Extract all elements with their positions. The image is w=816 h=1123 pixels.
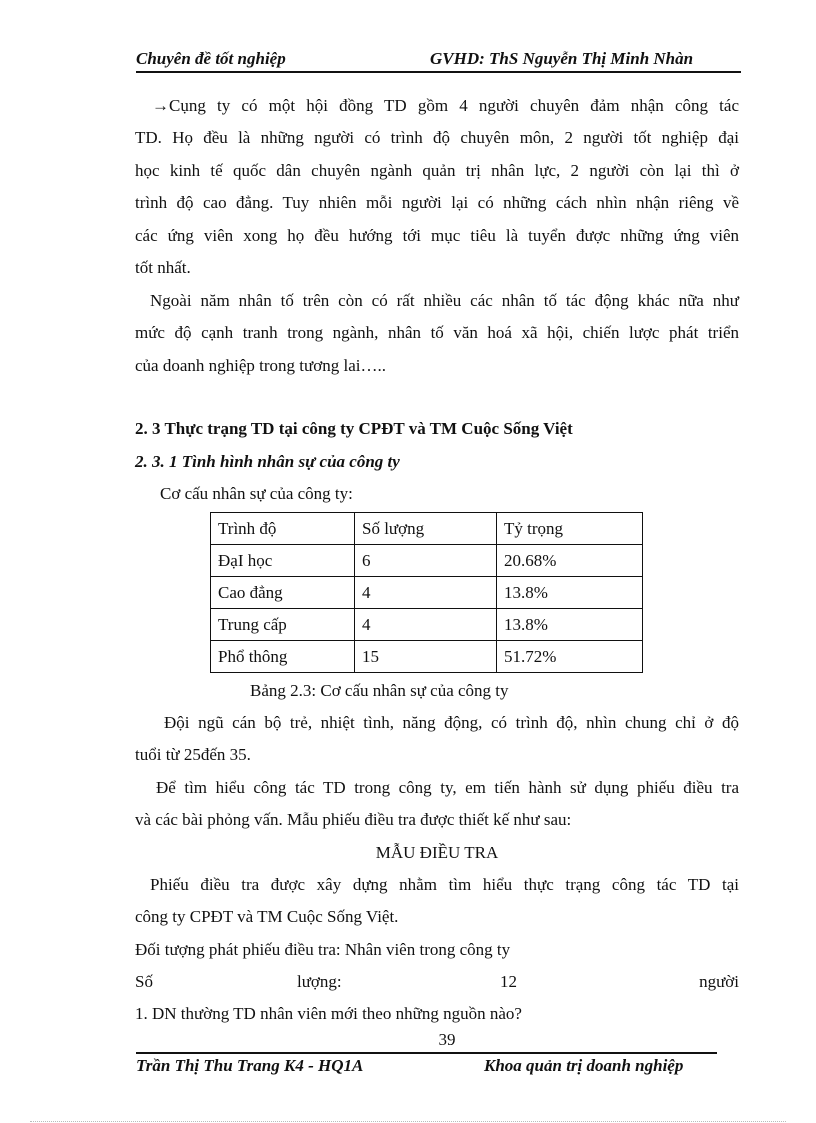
table-cell: 13.8% bbox=[497, 609, 643, 641]
quantity-value: 12 bbox=[500, 972, 517, 991]
table-cell: Cao đẳng bbox=[211, 577, 355, 609]
table-cell: 4 bbox=[355, 609, 497, 641]
table-row bbox=[211, 545, 643, 577]
p3-line-1: Đội ngũ cán bộ trẻ, nhiệt tình, năng động, có trình độ, nhìn chung chỉ ở độ bbox=[164, 713, 739, 732]
subsection-heading: 2. 3. 1 Tình hình nhân sự của công ty bbox=[135, 452, 400, 471]
p2-line-1: Ngoài năm nhân tố trên còn có rất nhiều các nhân tố tác động khác nữa như bbox=[150, 291, 739, 310]
staff-structure-table bbox=[210, 512, 643, 673]
p4-line-2: và các bài phỏng vấn. Mẫu phiếu điều tra được thiết kế như sau: bbox=[135, 810, 572, 829]
table-row bbox=[211, 641, 643, 673]
quantity-label: Số bbox=[135, 972, 153, 991]
table-cell: 13.8% bbox=[497, 577, 643, 609]
header-rule bbox=[136, 71, 741, 73]
table-cell: 20.68% bbox=[497, 545, 643, 577]
table-cell: 51.72% bbox=[497, 641, 643, 673]
table-cell: 4 bbox=[355, 577, 497, 609]
p1-line-1: →Cụng ty có một hội đồng TD gồm 4 người chuyên đảm nhận công tác bbox=[152, 96, 739, 115]
table-row bbox=[211, 577, 643, 609]
footer-right: Khoa quản trị doanh nghiệp bbox=[484, 1056, 684, 1075]
p1-line-6: tốt nhất. bbox=[135, 258, 191, 277]
p1-line-3: học kinh tế quốc dân chuyên ngành quản trị nhân lực, 2 người còn lại thì ở bbox=[135, 161, 739, 180]
p2-line-2: mức độ cạnh tranh trong ngành, nhân tố văn hoá xã hội, chiến lược phát triển bbox=[135, 323, 739, 342]
table-row bbox=[211, 609, 643, 641]
quantity-label-2: lượng: bbox=[297, 972, 342, 991]
table-cell: ĐạI học bbox=[211, 545, 355, 577]
p1-line-5: các ứng viên xong họ đều hướng tới mục tiêu là tuyển được những ứng viên bbox=[135, 226, 739, 245]
p3-line-2: tuổi từ 25đến 35. bbox=[135, 745, 251, 764]
header-right: GVHD: ThS Nguyễn Thị Minh Nhàn bbox=[430, 49, 694, 68]
table-header-row bbox=[211, 513, 643, 545]
p1-line-4: trình độ cao đẳng. Tuy nhiên mỗi người lại có những cách nhìn nhận riêng về bbox=[135, 193, 739, 212]
table-caption: Bảng 2.3: Cơ cấu nhân sự của công ty bbox=[250, 681, 509, 700]
quantity-unit: người bbox=[699, 972, 739, 991]
footer-rule bbox=[136, 1052, 717, 1054]
footer-left: Trần Thị Thu Trang K4 - HQ1A bbox=[136, 1056, 364, 1075]
survey-target: Đối tượng phát phiếu điều tra: Nhân viên trong công ty bbox=[135, 940, 511, 959]
table-cell: 15 bbox=[355, 641, 497, 673]
p5-line-1: Phiếu điều tra được xây dựng nhằm tìm hiểu thực trạng công tác TD tại bbox=[150, 875, 739, 894]
page-number: 39 bbox=[438, 1030, 456, 1049]
p2-line-3: của doanh nghiệp trong tương lai….. bbox=[135, 356, 386, 375]
p1-line-2: TD. Họ đều là những người có trình độ chuyên môn, 2 người tốt nghiệp đại bbox=[135, 128, 739, 147]
question-1: 1. DN thường TD nhân viên mới theo những nguồn nào? bbox=[135, 1004, 522, 1023]
table-header-cell: Trình độ bbox=[211, 513, 355, 545]
table-cell: 6 bbox=[355, 545, 497, 577]
survey-title: MẪU ĐIỀU TRA bbox=[375, 843, 499, 862]
header-left: Chuyên đề tốt nghiệp bbox=[136, 49, 286, 68]
p5-line-2: công ty CPĐT và TM Cuộc Sống Việt. bbox=[135, 907, 399, 926]
table-cell: Phổ thông bbox=[211, 641, 355, 673]
table-intro: Cơ cấu nhân sự của công ty: bbox=[160, 484, 353, 503]
p4-line-1: Để tìm hiểu công tác TD trong công ty, em tiến hành sử dụng phiếu điều tra bbox=[156, 778, 739, 797]
page-bottom-dotted-border bbox=[30, 1121, 786, 1122]
table-cell: Trung cấp bbox=[211, 609, 355, 641]
table-header-cell: Số lượng bbox=[355, 513, 497, 545]
table-header-cell: Tỷ trọng bbox=[497, 513, 643, 545]
section-heading: 2. 3 Thực trạng TD tại công ty CPĐT và TM Cuộc Sống Việt bbox=[135, 419, 573, 438]
